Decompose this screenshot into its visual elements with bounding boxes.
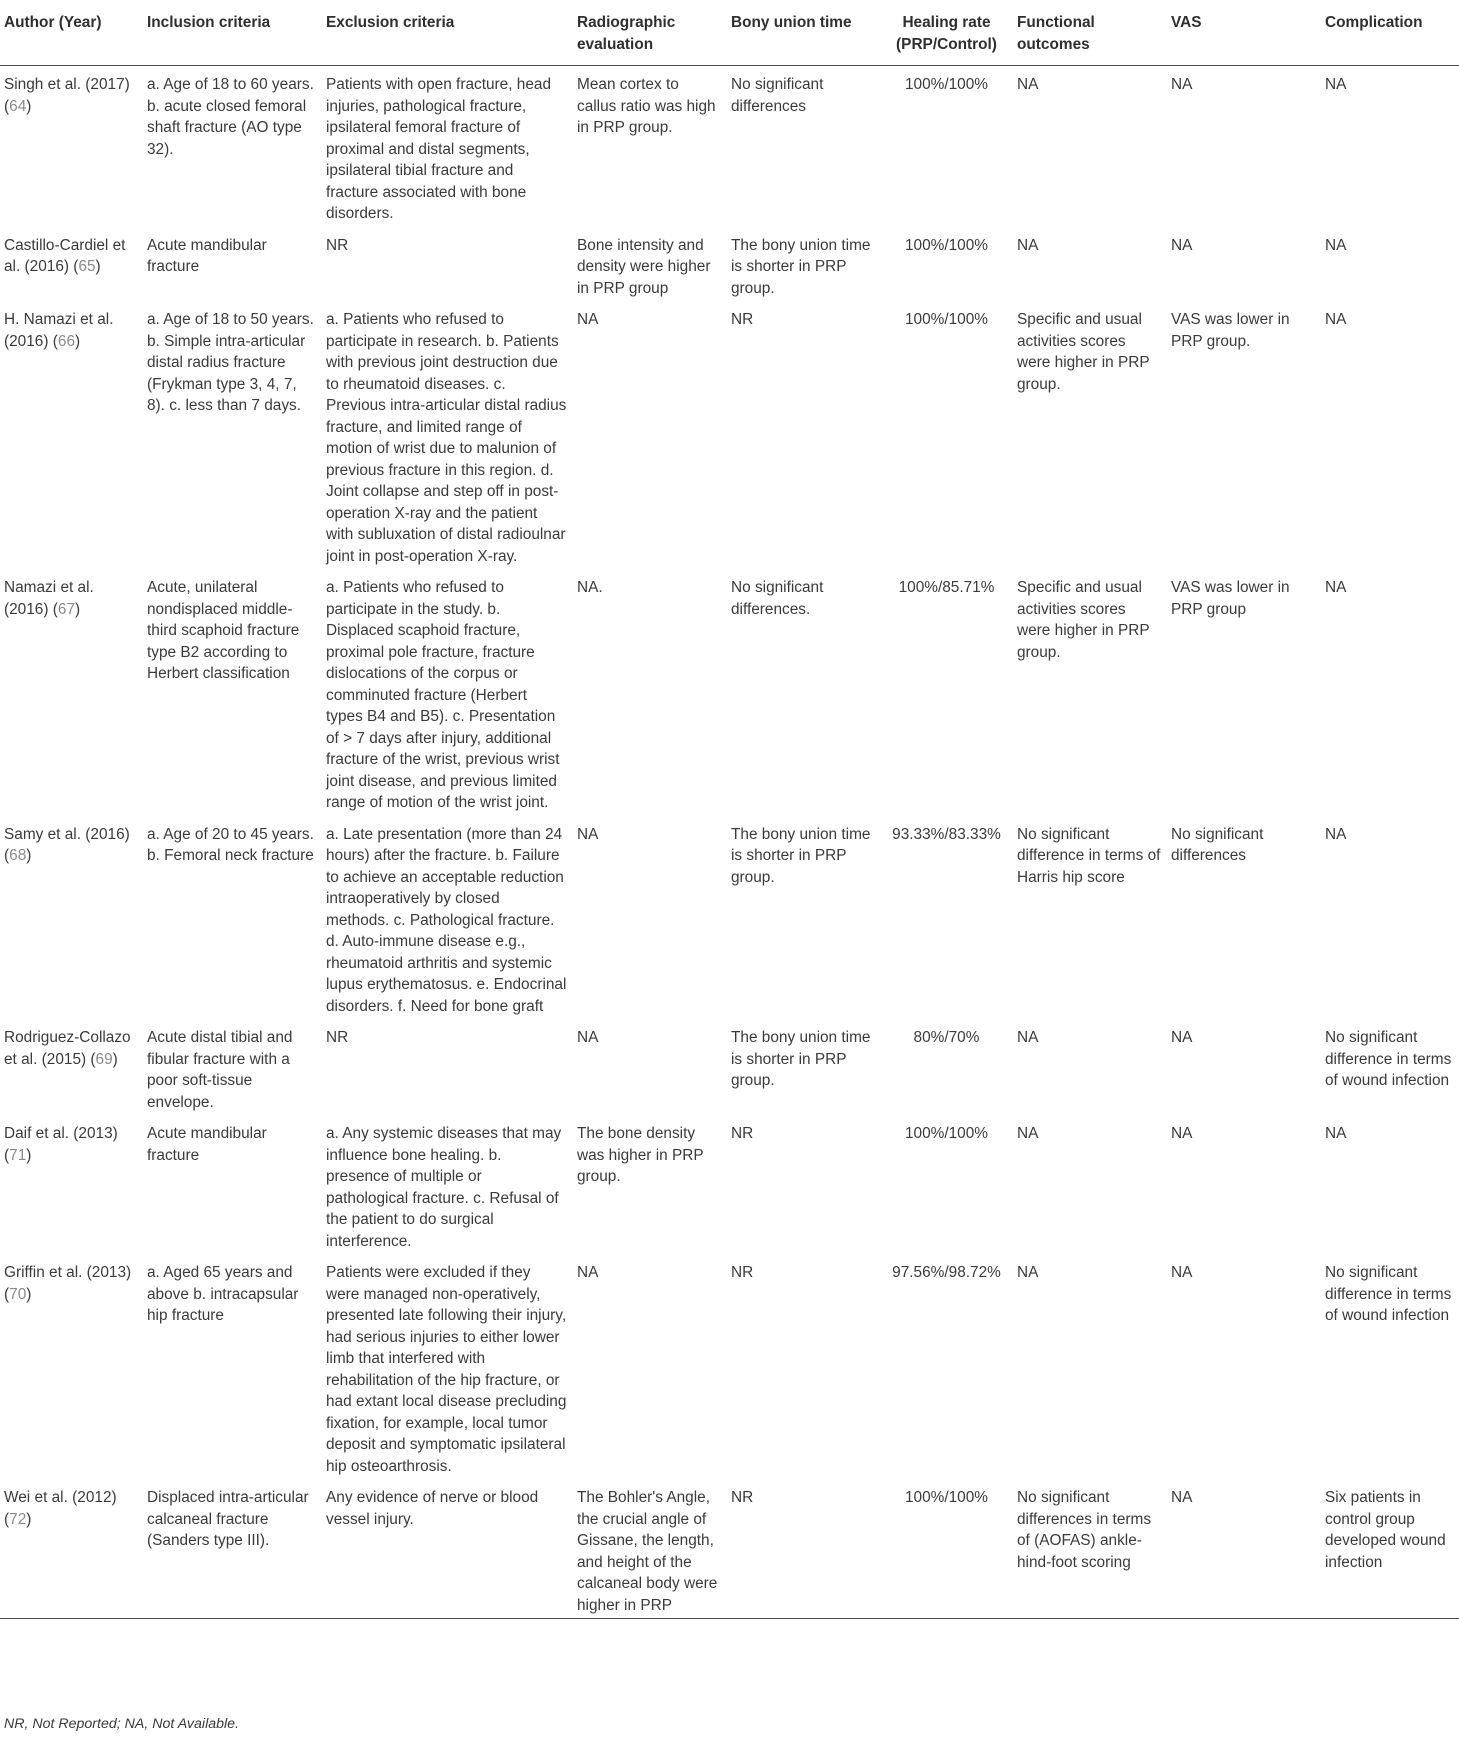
cell-union-time: The bony union time is shorter in PRP group. (731, 1029, 871, 1089)
reference-link[interactable]: 71 (9, 1146, 27, 1164)
cell-vas: VAS was lower in PRP group. (1171, 311, 1290, 350)
cell-complication: NA (1325, 236, 1347, 254)
cell-complication: NA (1325, 579, 1347, 596)
cell-radiographic: NA (577, 1029, 599, 1046)
header-complication: Complication (1325, 14, 1423, 31)
cell-healing-rate: 100%/100% (904, 1489, 988, 1506)
cell-vas: No significant differences (1171, 825, 1264, 864)
cell-complication: No significant difference in terms of wound infection (1325, 1264, 1452, 1324)
table-row (0, 1019, 1459, 1115)
cell-complication: NA (1325, 311, 1347, 328)
header-vas: VAS (1171, 14, 1202, 31)
author-text: Wei et al. (2012) ( (4, 1489, 117, 1528)
table-row (0, 1115, 1459, 1254)
author-text-end: ) (26, 1146, 32, 1164)
cell-healing-rate: 100%/100% (904, 1125, 988, 1142)
cell-inclusion: a. Age of 20 to 45 years. b. Femoral neck fracture (147, 825, 314, 864)
cell-healing-rate: 100%/100% (904, 76, 988, 93)
author-text-end: ) (95, 258, 101, 275)
author-text-end: ) (75, 332, 81, 350)
cell-functional: NA (1017, 236, 1039, 254)
reference-link[interactable]: 70 (9, 1285, 27, 1303)
cell-author (0, 1115, 143, 1254)
cell-functional: NA (1017, 76, 1039, 93)
header-inclusion: Inclusion criteria (147, 14, 271, 31)
author-text-end: ) (75, 600, 81, 618)
cell-author (0, 816, 143, 1020)
header-author: Author (Year) (4, 14, 102, 31)
cell-inclusion: Acute, unilateral nondisplaced middle-third scaphoid fracture type B2 according to Herbert classification (147, 579, 300, 682)
cell-union-time: The bony union time is shorter in PRP group. (731, 825, 871, 886)
cell-exclusion: a. Any systemic diseases that may influence bone healing. b. presence of multiple or pathological fracture. c. Refusal of the patient to do surgical interference. (326, 1125, 562, 1250)
cell-inclusion: Acute mandibular fracture (147, 1125, 267, 1164)
header-radiographic: Radiographic evaluation (577, 14, 676, 53)
author-text-end: ) (112, 1050, 118, 1068)
header-healing-rate: Healing rate (PRP/Control) (896, 14, 997, 53)
cell-union-time: NR (731, 1489, 754, 1506)
author-text-end: ) (26, 97, 32, 115)
cell-healing-rate: 93.33%/83.33% (892, 825, 1001, 843)
cell-author (0, 1254, 143, 1479)
cell-author (0, 227, 143, 302)
cell-union-time: No significant differences (731, 76, 824, 115)
header-functional: Functional outcomes (1017, 14, 1095, 53)
cell-healing-rate: 100%/100% (904, 311, 988, 328)
cell-radiographic: NA (577, 825, 599, 843)
reference-link[interactable]: 68 (9, 847, 27, 864)
table-row (0, 1479, 1459, 1619)
cell-healing-rate: 100%/85.71% (898, 579, 995, 596)
author-text: Singh et al. (2017) ( (4, 76, 130, 115)
cell-exclusion: Any evidence of nerve or blood vessel injury. (326, 1489, 539, 1528)
reference-link[interactable]: 67 (57, 600, 76, 618)
cell-union-time: NR (731, 311, 754, 328)
author-text: Samy et al. (2016) ( (4, 825, 130, 864)
cell-radiographic: Mean cortex to callus ratio was high in PRP group. (577, 76, 716, 136)
table-row (0, 301, 1459, 569)
header-union-time: Bony union time (731, 14, 852, 31)
author-text: Griffin et al. (2013) ( (4, 1264, 132, 1303)
cell-vas: NA (1171, 1029, 1193, 1046)
cell-exclusion: a. Late presentation (more than 24 hours) after the fracture. b. Failure to achieve an acceptable reduction intraoperatively by closed methods. c. Pathological fracture. d. Auto-immune disease e.g., rheumatoid arthritis and systemic lupus erythematosus. e. Endocrinal disorders. f. Need for bone graft (326, 825, 567, 1015)
cell-exclusion: Patients with open fracture, head injuries, pathological fracture, ipsilateral femoral fracture of proximal and distal segments, ipsilateral tibial fracture and fracture associated with bone disorders. (326, 76, 552, 222)
author-text-end: ) (26, 1285, 32, 1303)
cell-inclusion: a. Age of 18 to 50 years. b. Simple intra-articular distal radius fracture (Frykman type 3, 4, 7, 8). c. less than 7 days. (147, 311, 314, 414)
reference-link[interactable]: 66 (57, 332, 76, 350)
cell-author (0, 569, 143, 816)
cell-radiographic: Bone intensity and density were higher in PRP group (577, 236, 711, 297)
cell-functional: NA (1017, 1264, 1039, 1281)
table-row (0, 1254, 1459, 1479)
cell-radiographic: NA. (577, 579, 603, 596)
reference-link[interactable]: 65 (78, 258, 96, 275)
author-text-end: ) (26, 847, 32, 864)
cell-exclusion: NR (326, 1029, 349, 1046)
cell-exclusion: a. Patients who refused to participate in research. b. Patients with previous joint destruction due to rheumatoid diseases. c. Previous intra-articular distal radius fracture, and limited range of motion of wrist due to malunion of previous fracture in this region. d. Joint collapse and step off in post-operation X-ray and the patient with subluxation of distal radioulnar joint in post-operation X-ray. (326, 311, 567, 565)
author-text: Daif et al. (2013) ( (4, 1125, 118, 1164)
table-header (0, 0, 1459, 66)
table-row (0, 816, 1459, 1020)
cell-functional: No significant differences in terms of (AOFAS) ankle-hind-foot scoring (1017, 1489, 1152, 1571)
header-exclusion: Exclusion criteria (326, 14, 455, 31)
cell-exclusion: Patients were excluded if they were managed non-operatively, presented late following their injury, had serious injuries to either lower limb that interfered with rehabilitation of the hip fracture, or had extant local disease precluding fixation, for example, local tumor deposit and symptomatic ipsilateral hip osteoarthrosis. (326, 1264, 567, 1475)
cell-vas: NA (1171, 236, 1193, 254)
cell-radiographic: NA (577, 311, 599, 328)
cell-vas: NA (1171, 1264, 1193, 1281)
author-text: H. Namazi et al. (2016) ( (4, 311, 114, 350)
cell-radiographic: NA (577, 1264, 599, 1281)
author-text: Castillo-Cardiel et al. (2016) ( (4, 236, 126, 275)
cell-exclusion: a. Patients who refused to participate in the study. b. Displaced scaphoid fracture, proximal pole fracture, fracture dislocations of the corpus or comminuted fracture (Herbert types B4 and B5). c. Presentation of > 7 days after injury, additional fracture of the wrist, previous wrist joint disease, and previous limited range of motion of the wrist joint. (326, 579, 560, 811)
cell-functional: Specific and usual activities scores were higher in PRP group. (1017, 579, 1150, 661)
table-row (0, 227, 1459, 302)
cell-functional: No significant difference in terms of Harris hip score (1017, 825, 1161, 886)
table-row (0, 66, 1459, 227)
cell-union-time: NR (731, 1125, 754, 1142)
table-footnote: NR, Not Reported; NA, Not Available. (4, 1716, 239, 1732)
cell-complication: NA (1325, 1125, 1347, 1142)
cell-healing-rate: 100%/100% (904, 236, 988, 254)
cell-union-time: The bony union time is shorter in PRP group. (731, 236, 871, 297)
cell-author (0, 301, 143, 569)
cell-vas: NA (1171, 1125, 1193, 1142)
reference-link[interactable]: 69 (95, 1050, 113, 1068)
cell-exclusion: NR (326, 236, 349, 254)
cell-vas: NA (1171, 1489, 1193, 1506)
cell-healing-rate: 80%/70% (913, 1029, 980, 1046)
cell-author (0, 66, 143, 227)
cell-functional: Specific and usual activities scores were higher in PRP group. (1017, 311, 1150, 393)
cell-inclusion: Acute mandibular fracture (147, 236, 267, 275)
cell-union-time: NR (731, 1264, 754, 1281)
header-row (0, 0, 1459, 66)
cell-complication: NA (1325, 825, 1347, 843)
cell-radiographic: The Bohler's Angle, the crucial angle of Gissane, the length, and height of the calcaneal body were higher in PRP (577, 1489, 718, 1614)
table-row (0, 569, 1459, 816)
cell-complication: Six patients in control group developed wound infection (1325, 1489, 1446, 1571)
cell-vas: NA (1171, 76, 1193, 93)
cell-healing-rate: 97.56%/98.72% (892, 1264, 1001, 1281)
cell-complication: NA (1325, 76, 1347, 93)
cell-union-time: No significant differences. (731, 579, 824, 618)
cell-inclusion: Displaced intra-articular calcaneal fracture (Sanders type III). (147, 1489, 309, 1549)
cell-radiographic: The bone density was higher in PRP group. (577, 1125, 704, 1185)
cell-functional: NA (1017, 1125, 1039, 1142)
cell-inclusion: a. Age of 18 to 60 years. b. acute closed femoral shaft fracture (AO type 32). (147, 76, 314, 158)
cell-inclusion: a. Aged 65 years and above b. intracapsular hip fracture (147, 1264, 299, 1324)
author-text: Namazi et al. (2016) ( (4, 579, 94, 618)
cell-functional: NA (1017, 1029, 1039, 1046)
table-body (0, 66, 1459, 1619)
cell-complication: No significant difference in terms of wound infection (1325, 1029, 1452, 1089)
cell-inclusion: Acute distal tibial and fibular fracture with a poor soft-tissue envelope. (147, 1029, 293, 1111)
author-text: Rodriguez-Collazo et al. (2015) ( (4, 1029, 131, 1068)
reference-link[interactable]: 64 (9, 97, 27, 115)
author-text-end: ) (26, 1510, 32, 1528)
cell-author (0, 1479, 143, 1619)
reference-link[interactable]: 72 (9, 1510, 27, 1528)
cell-vas: VAS was lower in PRP group (1171, 579, 1290, 618)
cell-author (0, 1019, 143, 1115)
